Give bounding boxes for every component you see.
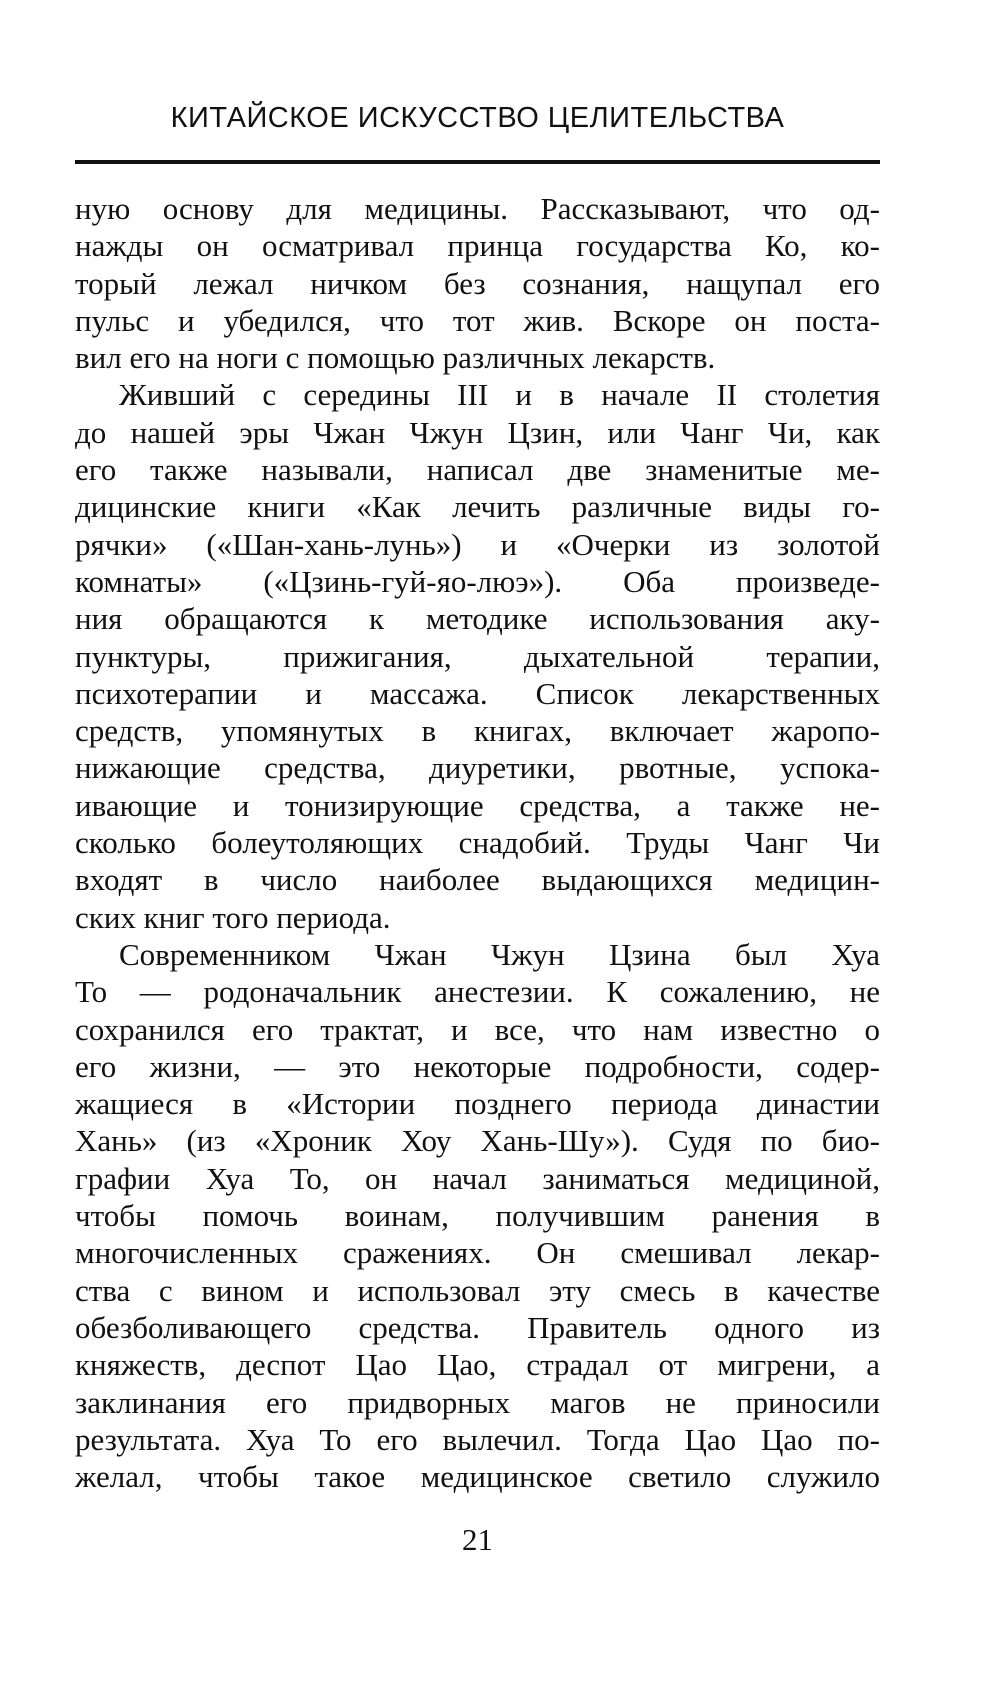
text-line: сколько болеутоляющих снадобий. Труды Чанг Чи xyxy=(75,825,880,861)
text-line: То — родоначальник анестезии. К сожалению, не xyxy=(75,974,880,1010)
text-line: жащиеся в «Истории позднего периода династии xyxy=(75,1086,880,1122)
body-text xyxy=(75,190,880,1495)
text-line: ивающие и тонизирующие средства, а также не- xyxy=(75,787,880,823)
text-line: княжеств, деспот Цао Цао, страдал от мигрени, а xyxy=(75,1347,880,1383)
text-line: психотерапии и массажа. Список лекарственных xyxy=(75,675,880,711)
text-line: нажды он осматривал принца государства Ко, ко- xyxy=(75,228,880,264)
page-number: 21 xyxy=(462,1522,493,1557)
text-line: Хань» (из «Хроник Хоу Хань-Шу»). Судя по био- xyxy=(75,1123,880,1159)
text-line: его жизни, — это некоторые подробности, содер- xyxy=(75,1048,880,1084)
text-line: результата. Хуа То его вылечил. Тогда Цао Цао по- xyxy=(75,1421,880,1457)
text-line: его также называли, написал две знаменитые ме- xyxy=(75,452,880,488)
text-line: ских книг того периода. xyxy=(75,899,391,935)
text-line: торый лежал ничком без сознания, нащупал его xyxy=(75,265,880,301)
text-line: пульс и убедился, что тот жив. Вскоре он поста- xyxy=(75,302,880,338)
text-line: нижающие средства, диуретики, рвотные, успока- xyxy=(75,750,880,786)
text-line: вил его на ноги с помощью различных лекарств. xyxy=(75,340,716,376)
text-line: входят в число наиболее выдающихся медицин- xyxy=(75,862,880,898)
text-line: Современником Чжан Чжун Цзина был Хуа xyxy=(119,936,880,972)
text-line: сохранился его трактат, и все, что нам известно о xyxy=(75,1011,880,1047)
text-line: Живший с середины III и в начале II столетия xyxy=(119,377,880,413)
text-line: желал, чтобы такое медицинское светило служило xyxy=(75,1459,880,1495)
text-line: ния обращаются к методике использования аку- xyxy=(75,601,880,637)
text-line: графии Хуа То, он начал заниматься медициной, xyxy=(75,1160,880,1196)
text-line: рячки» («Шан-хань-лунь») и «Очерки из золотой xyxy=(75,526,880,562)
text-line: ную основу для медицины. Рассказывают, что од- xyxy=(75,191,880,226)
text-line: средств, упомянутых в книгах, включает жаропо- xyxy=(75,713,880,749)
text-line: комнаты» («Цзинь-гуй-яо-люэ»). Оба произведе- xyxy=(75,563,880,599)
running-head: КИТАЙСКОЕ ИСКУССТВО ЦЕЛИТЕЛЬСТВА xyxy=(170,102,785,134)
text-line: дицинские книги «Как лечить различные виды го- xyxy=(75,489,880,525)
text-line: пунктуры, прижигания, дыхательной терапии, xyxy=(75,638,880,674)
text-line: ства с вином и использовал эту смесь в качестве xyxy=(75,1272,880,1308)
text-line: чтобы помочь воинам, получившим ранения в xyxy=(75,1198,880,1234)
text-line: до нашей эры Чжан Чжун Цзин, или Чанг Чи, как xyxy=(75,414,880,450)
text-line: обезболивающего средства. Правитель одного из xyxy=(75,1309,880,1345)
text-line: многочисленных сражениях. Он смешивал лекар- xyxy=(75,1235,880,1271)
header-rule xyxy=(75,160,880,164)
text-line: заклинания его придворных магов не приносили xyxy=(75,1384,880,1420)
